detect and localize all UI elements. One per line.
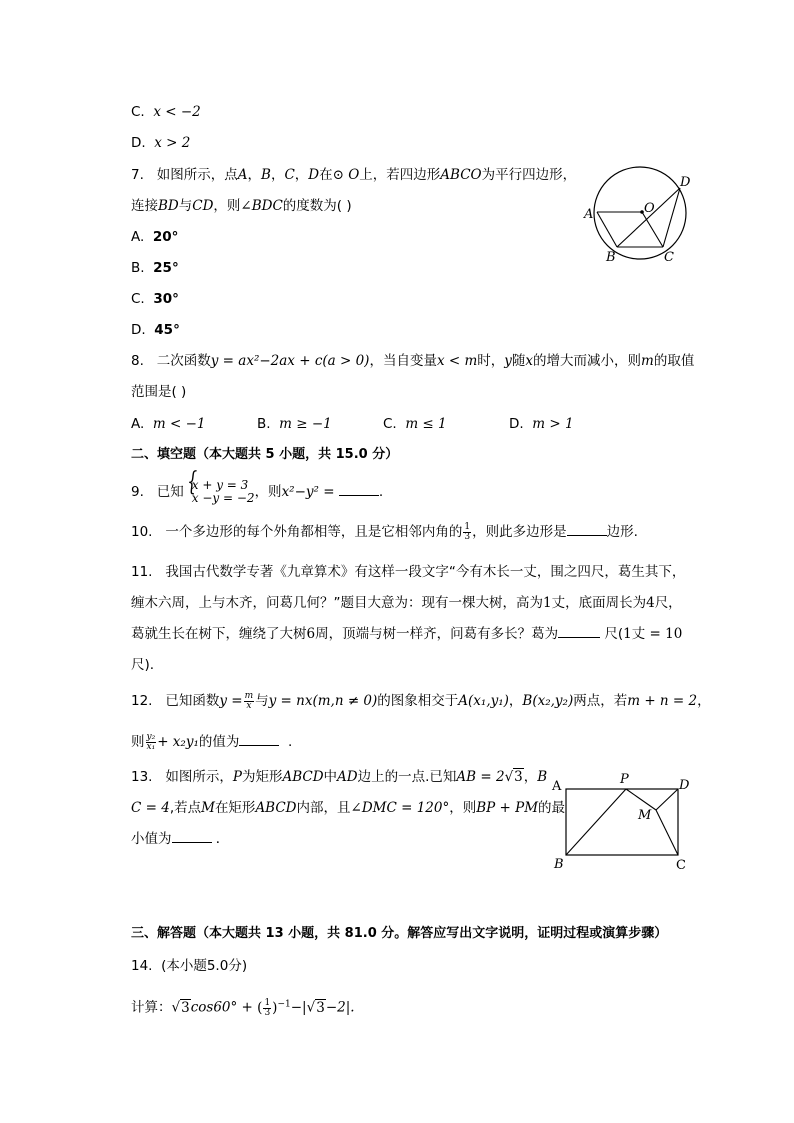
option-value: m < −1 [152, 416, 206, 432]
section-heading-fill-in: 二、填空题（本大题共 5 小题，共 15.0 分） [131, 447, 399, 462]
q13-text: ，则 [449, 800, 477, 816]
q7-text: 连接 [131, 198, 158, 214]
q7-point: C [284, 167, 295, 183]
question-number: 10. [131, 524, 153, 540]
fraction-numerator: 1 [464, 521, 471, 532]
radicand: 3 [514, 769, 523, 785]
fraction-denominator: x [246, 700, 252, 711]
option-letter: C. [131, 291, 145, 307]
q7-option-a [131, 228, 178, 246]
q7-option-b [131, 259, 179, 277]
sqrt: √3 [306, 999, 325, 1016]
q8-condition: x < m [436, 353, 478, 369]
fraction-denominator: 3 [264, 1007, 271, 1018]
q12-text: 的值为 [198, 734, 240, 750]
q7-point: D [308, 167, 320, 183]
equation-1: { x + y = 3 [191, 478, 249, 492]
label-c: C [676, 858, 686, 873]
label-o: O [644, 201, 655, 216]
q13-segment: AD [337, 769, 358, 785]
q8-var: x [525, 353, 534, 369]
q7-point: B [261, 167, 271, 183]
q11-number: 6 [306, 626, 316, 642]
q14-line [131, 992, 355, 1016]
paren-group: ( $\frac{1}{3}$ )$^{-1}$ [257, 997, 291, 1018]
question-number: 13. [131, 769, 153, 785]
radicand: 3 [316, 999, 325, 1016]
question-number: 14. [131, 958, 153, 974]
q13-text: 小值为 [131, 831, 172, 847]
fraction-numerator: 1 [264, 997, 271, 1008]
q11-line4: 尺). [131, 657, 155, 673]
q8-text: 随 [511, 353, 526, 369]
q12-text: 已知函数 [165, 693, 220, 709]
q7-text: 在 [319, 167, 333, 183]
q13-text: ． [215, 831, 230, 847]
q14-term: cos60° + [190, 999, 253, 1016]
option-letter: A. [131, 229, 145, 245]
option-value: 30° [153, 291, 179, 307]
q8-var: m [641, 353, 654, 369]
q8-option-d [509, 415, 574, 433]
q7-text: 上，若四边形 [359, 167, 441, 183]
q9-expression: x²−y² = [281, 484, 335, 500]
q11-text: 周，顶端与树一样齐，问葛有多长？葛为 [315, 626, 559, 642]
q13-length: C = 4 [131, 800, 170, 816]
label-b: B [554, 857, 564, 872]
q13-text: ,若点 [169, 800, 202, 816]
option-value: 25° [153, 260, 179, 276]
option-value: m ≤ 1 [405, 416, 447, 432]
q8-text: 时， [477, 353, 505, 369]
q12-function: y = nx(m,n ≠ 0) [268, 693, 378, 709]
q8-text: 的增大而减小，则 [533, 353, 642, 369]
q13-text: 边上的一点.已知 [357, 769, 457, 785]
q9-text: . [378, 484, 384, 500]
q7-text: 的度数为( ) [282, 198, 352, 214]
question-number: 8. [131, 353, 144, 369]
q11-line2 [131, 594, 682, 612]
q12-line2 [131, 730, 292, 754]
label-c: C [664, 250, 674, 265]
equation-2: x −y = −2 [191, 491, 255, 505]
q7-text: 与 [178, 198, 193, 214]
q12-condition: m + n = 2 [627, 693, 698, 709]
option-letter: C. [131, 104, 145, 120]
label-m: M [638, 808, 652, 823]
q7-circle-figure [580, 160, 700, 270]
q12-line1 [131, 689, 711, 713]
q14-term: −2|. [325, 999, 355, 1016]
q9-text: 已知 [156, 484, 184, 500]
q13-rectangle-figure [548, 768, 698, 874]
q7-segment: BD [158, 198, 179, 214]
q11-text: 尺( [604, 626, 624, 642]
rectangle-abcd [566, 789, 678, 855]
circle-symbol: ⊙ [332, 167, 344, 183]
q6-option-c [131, 103, 201, 121]
q13-point: M [201, 800, 215, 816]
answer-blank[interactable] [558, 625, 600, 638]
label-a: A [584, 207, 594, 222]
q12-text: ， [508, 693, 523, 709]
q14-score: (本小题5.0分) [161, 958, 248, 974]
label-a: A [552, 779, 562, 794]
q11-line1 [131, 563, 685, 581]
q7-quad: ABCO [440, 167, 482, 183]
q13-text: 内部，且 [296, 800, 351, 816]
q14-term: −| [290, 999, 307, 1016]
sqrt: √3 [171, 999, 190, 1016]
answer-blank[interactable] [172, 830, 212, 843]
segment-ab [597, 212, 617, 247]
option-math: x < −2 [153, 104, 201, 120]
q11-number: 4 [646, 595, 655, 611]
q12-expression: + x₂y₁ [157, 734, 199, 750]
q11-line3 [131, 625, 682, 643]
q12-text: 与 [255, 693, 269, 709]
option-letter: D. [131, 322, 146, 338]
q6-option-d [131, 134, 190, 152]
q13-rect: ABCD [282, 769, 324, 785]
fraction [146, 733, 157, 752]
q13-length: AB = 2 [456, 769, 505, 785]
q7-line2 [131, 197, 352, 215]
section-heading-solutions: 三、解答题（本大题共 13 小题，共 81.0 分。解答应写出文字说明，证明过程或演算步骤） [131, 926, 668, 941]
q8-line2: 范围是( ) [131, 384, 187, 400]
exponent: −1 [277, 999, 291, 1009]
q13-text: ， [523, 769, 538, 785]
question-number: 9. [131, 484, 144, 500]
q12-point: B(x₂,y₂) [522, 693, 574, 709]
q7-text: 如图所示，点 [156, 167, 238, 183]
option-letter: A. [131, 416, 145, 432]
q8-option-c [383, 415, 447, 433]
q13-line2 [131, 799, 565, 817]
fraction-numerator: m [244, 690, 254, 701]
q10-text: ，则此多边形是 [472, 524, 567, 540]
q7-option-d [131, 321, 180, 339]
q7-option-c [131, 290, 179, 308]
q9-text: ，则 [254, 484, 282, 500]
answer-blank[interactable] [567, 523, 607, 536]
q13-angle: ∠DMC = 120° [350, 800, 450, 816]
q13-line1 [131, 768, 547, 786]
q10-line [131, 520, 638, 544]
q7-text: 为平行四边形， [481, 167, 577, 183]
q11-number: 1 [543, 595, 552, 611]
q14-header [131, 957, 247, 975]
question-number: 11. [131, 564, 153, 580]
q10-text: 边形. [606, 524, 638, 540]
option-math: x > 2 [154, 135, 191, 151]
q7-angle: ∠BDC [240, 198, 283, 214]
q7-text: ，则 [213, 198, 241, 214]
q7-segment: CD [192, 198, 214, 214]
q12-text: 两点，若 [573, 693, 628, 709]
q12-point: A(x₁,y₁) [458, 693, 509, 709]
q8-option-b [257, 415, 332, 433]
q11-text: 丈，底面周长为 [551, 595, 647, 611]
segment-pm [626, 789, 656, 810]
segment-oc [642, 212, 663, 247]
option-value: 45° [154, 322, 180, 338]
option-letter: B. [131, 260, 145, 276]
q13-text: 如图所示， [165, 769, 233, 785]
q12-text: 则 [131, 734, 145, 750]
question-number: 12. [131, 693, 153, 709]
segment-cd [663, 188, 680, 247]
fraction [263, 999, 271, 1018]
fraction-denominator: 3 [464, 531, 471, 542]
q8-option-a [131, 415, 206, 433]
q13-rect: ABCD [255, 800, 297, 816]
q13-line3 [131, 830, 229, 848]
circle-o [594, 167, 686, 259]
q11-unit-conversion: 1丈 = 10 [623, 626, 683, 642]
segment-mc [656, 810, 678, 855]
equation-system [184, 479, 255, 505]
question-number: 7. [131, 167, 144, 183]
q12-text: ， [697, 693, 711, 709]
q8-text: ，当自变量 [369, 353, 437, 369]
option-letter: D. [509, 416, 524, 432]
q8-line1 [131, 352, 694, 370]
q13-text: 的最 [538, 800, 566, 816]
q13-text: 为矩形 [241, 769, 283, 785]
q11-text: 尺， [654, 595, 682, 611]
q12-text: . [287, 734, 293, 750]
q11-text: 缠木六周，上与木齐，问葛几何？”题目大意为：现有一棵大树，高为 [131, 595, 543, 611]
q7-line1: 7. 如图所示，点A，B，C，D在⊙ O上，若四边形ABCO为平行四边形， [131, 167, 577, 183]
q12-text: 的图象相交于 [377, 693, 459, 709]
q8-function: y = ax²−2ax + c(a > 0) [210, 353, 370, 369]
q12-function: y = [219, 693, 243, 709]
fraction-numerator: y₂ [146, 731, 156, 742]
q11-text: 葛就生长在树下，缠绕了大树 [131, 626, 307, 642]
q13-text: 中 [323, 769, 338, 785]
answer-blank[interactable] [339, 483, 379, 496]
q8-text: 的取值 [653, 353, 695, 369]
option-letter: C. [383, 416, 397, 432]
q8-var: y [504, 353, 512, 369]
q13-point: P [232, 769, 242, 785]
option-value: m ≥ −1 [279, 416, 332, 432]
radicand: 3 [181, 999, 190, 1016]
q13-expression: BP + PM [476, 800, 539, 816]
segment-bp [566, 789, 626, 855]
q7-point: O [348, 167, 360, 183]
q13-text: 在矩形 [214, 800, 256, 816]
label-p: P [620, 772, 629, 787]
fraction [463, 523, 471, 542]
q11-text: 我国古代数学专著《九章算术》有这样一段文字“今有木长一丈，围之四尺，葛生其下， [165, 564, 686, 580]
option-value: m > 1 [532, 416, 574, 432]
answer-blank[interactable] [239, 733, 279, 746]
q7-point: A [237, 167, 248, 183]
fraction [244, 692, 255, 711]
label-d: D [680, 175, 691, 190]
label-d: D [679, 778, 690, 793]
q9-line [131, 478, 383, 506]
option-letter: D. [131, 135, 146, 151]
q14-label: 计算： [131, 999, 172, 1016]
segment-bd [617, 188, 680, 247]
option-value: 20° [152, 229, 179, 245]
sqrt: √3 [504, 769, 523, 785]
q10-text: 一个多边形的每个外角都相等，且是它相邻内角的 [165, 524, 463, 540]
fraction-denominator: x₁ [146, 741, 156, 752]
segment-md [656, 789, 678, 810]
q13-segment: B [537, 769, 548, 785]
option-letter: B. [257, 416, 271, 432]
label-b: B [606, 250, 616, 265]
q8-text: 二次函数 [156, 353, 211, 369]
